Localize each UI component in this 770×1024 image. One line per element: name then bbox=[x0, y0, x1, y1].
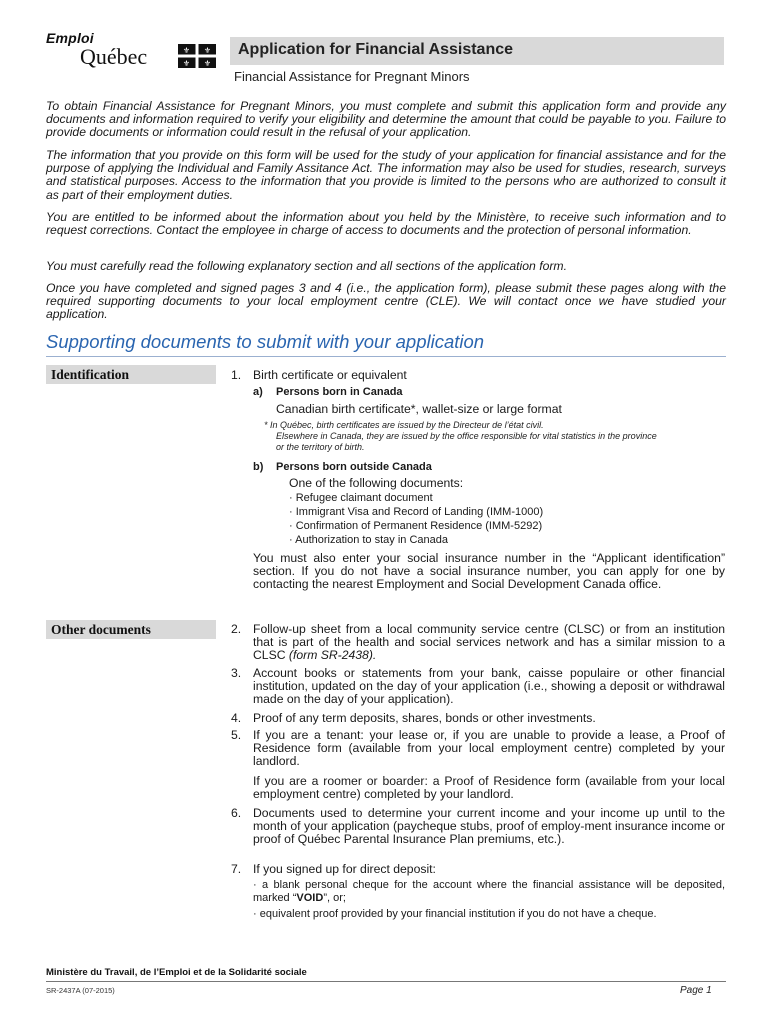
item-7-text: If you signed up for direct deposit: bbox=[253, 862, 436, 876]
item-4-text: Proof of any term deposits, shares, bonds or other investments. bbox=[253, 711, 596, 725]
note-line-2: Elsewhere in Canada, they are issued by the office responsible for vital statistics in the province bbox=[276, 431, 657, 441]
list-item: · Confirmation of Permanent Residence (IMM-5292) bbox=[289, 520, 543, 532]
note-line-3: or the territory of birth. bbox=[276, 442, 365, 452]
void-word: VOID bbox=[296, 892, 324, 904]
deposit-bullet-1 bbox=[253, 879, 725, 905]
item-5-text bbox=[253, 729, 725, 769]
ministry-name: Ministère du Travail, de l’Emploi et de la Solidarité sociale bbox=[46, 967, 307, 978]
other-documents-label-box bbox=[46, 620, 216, 639]
form-subtitle: Financial Assistance for Pregnant Minors bbox=[234, 69, 470, 84]
item-2-text bbox=[253, 623, 725, 663]
intro-paragraph-5: Once you have completed and signed pages 3 and 4 (i.e., the application form), please submit these pages along with the required supporting documents to your local employment centre (CLE). We will contact once we have studied your application. bbox=[46, 281, 726, 322]
form-code: SR-2437A (07-2015) bbox=[46, 986, 115, 995]
sub-a-body: Canadian birth certificate*, wallet-size or large format bbox=[276, 402, 562, 416]
intro-paragraph-1: To obtain Financial Assistance for Pregnant Minors, you must complete and submit this application form and provide any documents and information required to verify your eligibility and determine the amount that could be payable to you. Failure to provide documents or information could result in the refusal of your application. bbox=[46, 99, 726, 140]
identification-label: Identification bbox=[51, 367, 130, 382]
tenant-text: : your lease or, if you are unable to provide a lease, a Proof of Residence form (available from your local employment centre) completed by your landlord. bbox=[253, 728, 726, 769]
roomer-lead: If you are a roomer or boarder bbox=[253, 774, 425, 788]
svg-text:⚜: ⚜ bbox=[182, 59, 191, 68]
item-5b-text bbox=[253, 775, 725, 801]
item-number: 5. bbox=[231, 728, 242, 742]
intro-paragraph-3: You are entitled to be informed about the information about you held by the Ministère, to receive such information and to request corrections. Contact the employee in charge of access to documents and the protection of personal information. bbox=[46, 210, 726, 238]
item-3-text: Account books or statements from your bank, caisse populaire or other financial institution, updated on the day of your application (i.e., showing a deposit or withdrawal made on the day of your application). bbox=[253, 666, 725, 707]
sub-a-title: Persons born in Canada bbox=[276, 386, 403, 398]
intro-paragraph-2: The information that you provide on this form will be used for the study of your application for financial assistance and for the purpose of applying the Individual and Family Assitance Act. The information may also be used for studies, research, surveys and statistical purposes. Access to the information that you provide is limited to the persons who are authorized to consult it as part of their employment duties. bbox=[46, 148, 726, 202]
item-number: 2. bbox=[231, 622, 242, 636]
birth-certificate-text: Birth certificate or equivalent bbox=[253, 368, 407, 382]
roomer-text: : a Proof of Residence form (available from your local employment centre) completed by your landlord. bbox=[253, 774, 725, 802]
page-number: Page 1 bbox=[680, 985, 712, 996]
item-2-body: Follow-up sheet from a local community service centre (CLSC) or from an institution that is part of the health and social services network and has a similar mission to a CLSC bbox=[253, 622, 725, 663]
sub-b-title: Persons born outside Canada bbox=[276, 461, 432, 473]
form-reference: (form SR-2438). bbox=[288, 648, 377, 663]
list-item: · Authorization to stay in Canada bbox=[289, 534, 448, 546]
form-title-bar bbox=[230, 37, 724, 65]
identification-label-box bbox=[46, 365, 216, 384]
item-number: 3. bbox=[231, 666, 242, 680]
other-documents-label: Other documents bbox=[51, 622, 151, 637]
deposit-bullet-2: · equivalent proof provided by your financial institution if you do not have a cheque. bbox=[253, 908, 657, 920]
svg-text:⚜: ⚜ bbox=[203, 46, 212, 55]
svg-text:⚜: ⚜ bbox=[182, 46, 191, 55]
list-item: · Refugee claimant document bbox=[289, 492, 433, 504]
quebec-flag-icon bbox=[178, 44, 216, 68]
deposit-bullet-1-end: ”, or; bbox=[323, 892, 346, 904]
logo-quebec: Québec bbox=[80, 44, 148, 69]
item-number: 6. bbox=[231, 806, 242, 820]
deposit-bullet-1-start: · a blank personal cheque for the account where the financial assistance will be deposited, marked “ bbox=[253, 879, 725, 904]
svg-text:⚜: ⚜ bbox=[203, 59, 212, 68]
logo-emploi: Emploi bbox=[46, 30, 94, 46]
item-6-text: Documents used to determine your current income and your income up until to the month of your application (paycheque stubs, proof of employ-ment insurance income or proof of Québec Parental Insurance Plan premiums, etc.). bbox=[253, 806, 725, 847]
intro-paragraph-4: You must carefully read the following explanatory section and all sections of the application form. bbox=[46, 259, 567, 273]
list-item: · Immigrant Visa and Record of Landing (IMM-1000) bbox=[289, 506, 544, 518]
note-line-1: * In Québec, birth certificates are issued by the Directeur de l’état civil. bbox=[264, 420, 544, 430]
section-heading: Supporting documents to submit with your application bbox=[46, 331, 485, 352]
item-number: 4. bbox=[231, 711, 242, 725]
item-number: 1. bbox=[231, 368, 242, 382]
sub-a-label: a) bbox=[253, 386, 263, 398]
tenant-lead: If you are a tenant bbox=[253, 728, 361, 742]
section-divider bbox=[46, 356, 726, 357]
form-title: Application for Financial Assistance bbox=[238, 41, 514, 58]
sub-b-body: One of the following documents: bbox=[289, 476, 464, 490]
item-number: 7. bbox=[231, 862, 242, 876]
footer-divider bbox=[46, 981, 726, 982]
sin-paragraph: You must also enter your social insurance number in the “Applicant identification” section. If you do not have a social insurance number, you can apply for one by contacting the nearest Employment and Social Development Canada office. bbox=[253, 551, 725, 592]
sub-b-label: b) bbox=[253, 461, 264, 473]
